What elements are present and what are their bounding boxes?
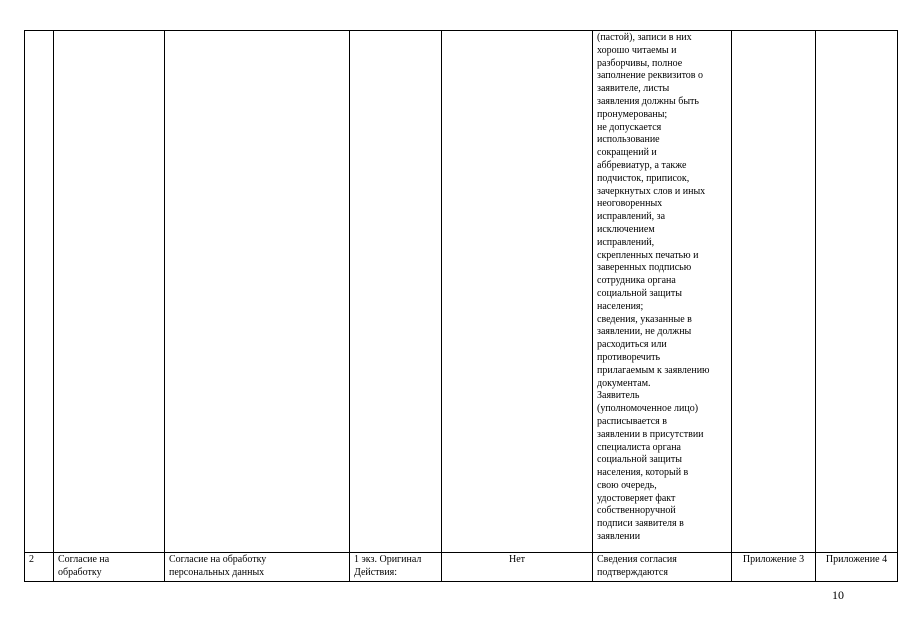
document-table	[24, 30, 898, 582]
cell-requirements: (пастой), записи в них хорошо читаемы и разборчивы, полное заполнение реквизитов о заявителе, листы заявления должны быть пронумерованы; не допускается использование сокращений и аббревиатур, а также подчисток, приписок, зачеркнутых слов и иных неоговоренных исправлений, за исключением исправлений, скрепленных печатью и заверенных подписью сотрудника органа социальной защиты населения; сведения, указанные в заявлении, не должны расходиться или противоречить прилагаемым к заявлению документам. Заявитель (уполномоченное лицо) расписывается в заявлении в присутствии специалиста органа социальной защиты населения, который в свою очередь, удостоверяет факт собственноручной подписи заявителя в заявлении	[593, 31, 732, 553]
cell-sample	[816, 31, 898, 553]
cell-requirements: Сведения согласия подтверждаются	[593, 553, 732, 582]
cell-category: Согласие на обработку	[54, 553, 165, 582]
cell-condition	[442, 31, 593, 553]
cell-quantity: 1 экз. Оригинал Действия:	[350, 553, 442, 582]
cell-category	[54, 31, 165, 553]
cell-number: 2	[25, 553, 54, 582]
cell-form	[732, 31, 816, 553]
cell-sample: Приложение 4	[816, 553, 898, 582]
cell-condition: Нет	[442, 553, 593, 582]
cell-quantity	[350, 31, 442, 553]
cell-document-name: Согласие на обработку персональных данных	[165, 553, 350, 582]
cell-form: Приложение 3	[732, 553, 816, 582]
page-number: 10	[832, 588, 844, 602]
cell-document-name	[165, 31, 350, 553]
table-row	[25, 31, 898, 553]
table-row	[25, 553, 898, 582]
cell-number	[25, 31, 54, 553]
